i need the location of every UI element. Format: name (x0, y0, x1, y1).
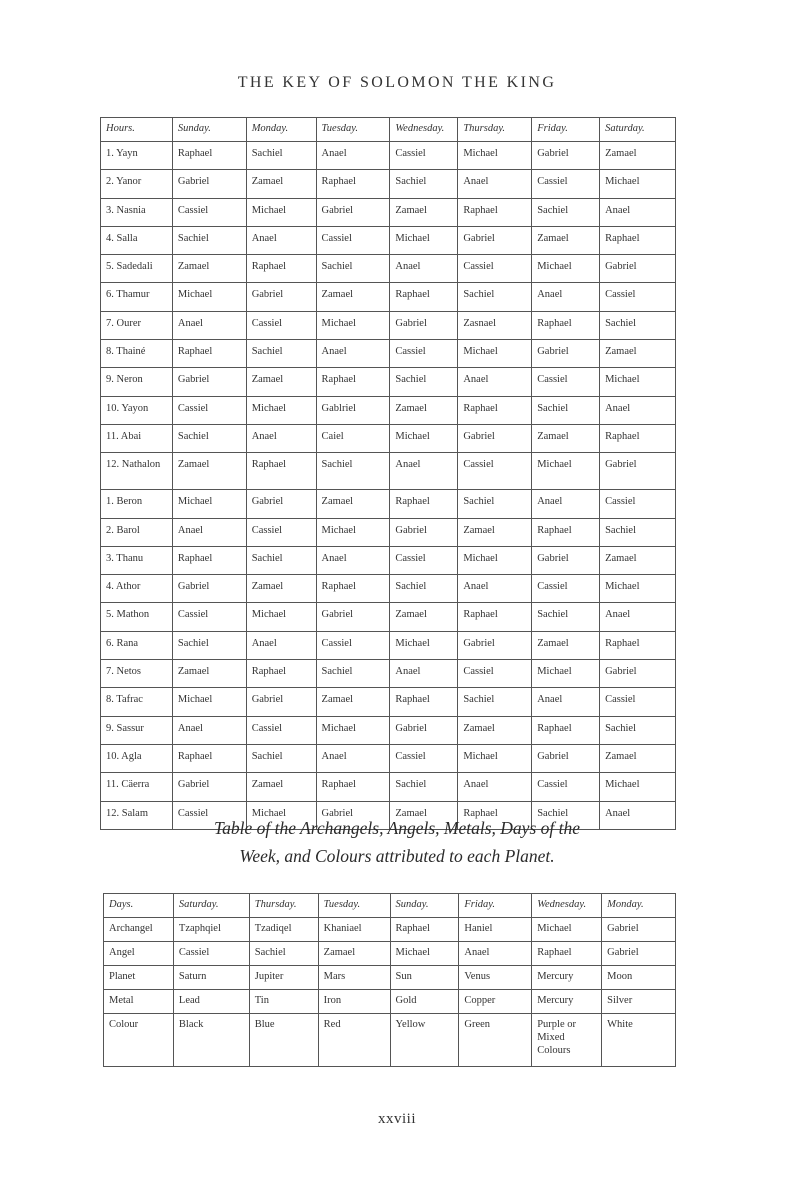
table-cell: Cassiel (532, 773, 600, 801)
table-cell: Raphael (246, 453, 316, 490)
table-row (104, 990, 676, 1014)
table-cell: Zamael (246, 575, 316, 603)
table-row (101, 255, 676, 283)
table-cell: Zamael (390, 396, 458, 424)
table-cell: Cassiel (390, 340, 458, 368)
table-cell: Cassiel (172, 198, 246, 226)
row-label-cell: Angel (104, 942, 174, 966)
table-cell: Sachiel (246, 744, 316, 772)
table-cell: Michael (390, 424, 458, 452)
table-row (101, 368, 676, 396)
table-row (101, 744, 676, 772)
table-cell: Anael (600, 198, 676, 226)
table-cell: Raphael (532, 716, 600, 744)
table-cell: Zamael (600, 546, 676, 574)
column-header: Sunday. (172, 118, 246, 142)
table-cell: Anael (532, 283, 600, 311)
table-cell: Raphael (316, 170, 390, 198)
table-cell: Anael (316, 340, 390, 368)
row-label-cell: 10. Yayon (101, 396, 173, 424)
table-cell: Anael (390, 453, 458, 490)
header-row (104, 894, 676, 918)
table-cell: Gabriel (316, 801, 390, 829)
table-cell: Gabriel (172, 368, 246, 396)
table-cell: Sachiel (458, 688, 532, 716)
table-cell: Gabriel (458, 631, 532, 659)
planetary-hours-table (100, 117, 676, 830)
table-cell: Cassiel (173, 942, 249, 966)
planet-attributions-table (103, 893, 676, 1067)
table-cell: Zamael (458, 518, 532, 546)
row-label-cell: 1. Beron (101, 490, 173, 518)
table-cell: Anael (390, 255, 458, 283)
table-cell: Cassiel (316, 631, 390, 659)
table-cell: Raphael (390, 490, 458, 518)
table-cell: Black (173, 1014, 249, 1067)
table-cell: Sachiel (600, 518, 676, 546)
table-cell: Gabriel (316, 603, 390, 631)
table-cell: Cassiel (458, 660, 532, 688)
row-label-cell: 4. Salla (101, 226, 173, 254)
table-cell: Zamael (600, 744, 676, 772)
table-cell: Sachiel (172, 424, 246, 452)
table-cell: Gabriel (602, 942, 676, 966)
table-cell: Gabriel (390, 716, 458, 744)
table-cell: Raphael (458, 396, 532, 424)
table-row (101, 716, 676, 744)
table-cell: Iron (318, 990, 390, 1014)
table-cell: Gabriel (458, 226, 532, 254)
table-cell: Saturn (173, 966, 249, 990)
row-label-cell: 11. Abai (101, 424, 173, 452)
table-cell: Cassiel (600, 283, 676, 311)
table-cell: Anael (600, 603, 676, 631)
table-cell: Moon (602, 966, 676, 990)
table-row (104, 966, 676, 990)
table-cell: Anael (600, 801, 676, 829)
row-label-cell: 9. Sassur (101, 716, 173, 744)
row-label-cell: 8. Tafrac (101, 688, 173, 716)
table-cell: Michael (246, 801, 316, 829)
table-cell: Sachiel (246, 142, 316, 170)
table-cell: Gabriel (390, 311, 458, 339)
table-cell: Cassiel (532, 575, 600, 603)
table-cell: Sachiel (172, 631, 246, 659)
row-label-cell: 6. Rana (101, 631, 173, 659)
table-cell: Mercury (532, 990, 602, 1014)
column-header: Monday. (246, 118, 316, 142)
table-cell: Khaniael (318, 918, 390, 942)
table-row (101, 142, 676, 170)
row-label-cell: 4. Athor (101, 575, 173, 603)
table-cell: Gabriel (600, 660, 676, 688)
table-cell: Raphael (458, 198, 532, 226)
table-cell: Raphael (532, 311, 600, 339)
column-header: Wednesday. (532, 894, 602, 918)
table-cell: Raphael (532, 518, 600, 546)
table-cell: Gold (390, 990, 459, 1014)
table-cell: Michael (532, 453, 600, 490)
table-cell: Raphael (600, 424, 676, 452)
table-cell: Raphael (172, 546, 246, 574)
row-label-cell: 2. Barol (101, 518, 173, 546)
table-cell: Copper (459, 990, 532, 1014)
table-cell: Sachiel (390, 773, 458, 801)
table-cell: Cassiel (458, 255, 532, 283)
column-header: Tuesday. (318, 894, 390, 918)
table-cell: Cassiel (246, 716, 316, 744)
row-label-cell: 8. Thainé (101, 340, 173, 368)
table-cell: Zamael (390, 198, 458, 226)
column-header: Tuesday. (316, 118, 390, 142)
table-cell: Sachiel (249, 942, 318, 966)
table-cell: Sachiel (532, 603, 600, 631)
table-cell: Anael (458, 170, 532, 198)
table-cell: Anael (172, 716, 246, 744)
table-cell: Zamael (316, 283, 390, 311)
table-cell: Michael (532, 255, 600, 283)
table-row (101, 453, 676, 490)
table-cell: Michael (600, 575, 676, 603)
table-cell: Michael (600, 368, 676, 396)
table-cell: Zamael (246, 170, 316, 198)
table-cell: Anael (459, 942, 532, 966)
table-row (101, 396, 676, 424)
table-row (101, 575, 676, 603)
table-cell: Zamael (532, 226, 600, 254)
table-row (101, 688, 676, 716)
table-cell: Sachiel (458, 283, 532, 311)
row-label-cell: 9. Neron (101, 368, 173, 396)
table-cell: Zamael (172, 453, 246, 490)
table-cell: Raphael (172, 744, 246, 772)
table-cell: Gabriel (600, 255, 676, 283)
table-cell: Cassiel (390, 546, 458, 574)
table-cell: Michael (458, 142, 532, 170)
table-cell: Zamael (172, 660, 246, 688)
column-header: Friday. (459, 894, 532, 918)
table-cell: Michael (458, 340, 532, 368)
table-cell: Zamael (532, 631, 600, 659)
table-cell: Cassiel (600, 688, 676, 716)
table-cell: Michael (458, 744, 532, 772)
table-row (101, 340, 676, 368)
table-cell: Purple or Mixed Colours (532, 1014, 602, 1067)
table-cell: Michael (246, 198, 316, 226)
table-cell: Gablriel (316, 396, 390, 424)
table-cell: Michael (316, 311, 390, 339)
table-cell: Michael (316, 716, 390, 744)
table-cell: Sachiel (316, 660, 390, 688)
table-cell: Raphael (390, 688, 458, 716)
table-row (101, 660, 676, 688)
table-cell: Michael (316, 518, 390, 546)
table-cell: Sachiel (390, 575, 458, 603)
table-cell: Michael (172, 490, 246, 518)
row-label-cell: 5. Mathon (101, 603, 173, 631)
table-cell: Michael (172, 283, 246, 311)
table-cell: Michael (600, 773, 676, 801)
table-row (104, 942, 676, 966)
table-cell: Silver (602, 990, 676, 1014)
table-cell: Sachiel (316, 453, 390, 490)
table-cell: Lead (173, 990, 249, 1014)
table-row (101, 490, 676, 518)
row-label-cell: 7. Ourer (101, 311, 173, 339)
table-cell: Zamael (600, 142, 676, 170)
table-cell: Sachiel (458, 490, 532, 518)
table-cell: Anael (172, 518, 246, 546)
table-cell: Sachiel (532, 801, 600, 829)
table-row (104, 1014, 676, 1067)
table-cell: Anael (532, 490, 600, 518)
row-label-cell: Planet (104, 966, 174, 990)
table-cell: Zasnael (458, 311, 532, 339)
table-row (101, 631, 676, 659)
table-cell: Raphael (600, 226, 676, 254)
table-cell: Raphael (532, 942, 602, 966)
table-cell: Gabriel (532, 142, 600, 170)
table-cell: Michael (458, 546, 532, 574)
table-cell: Cassiel (600, 490, 676, 518)
table-cell: Gabriel (172, 773, 246, 801)
table-cell: Gabriel (458, 424, 532, 452)
table-cell: Caiel (316, 424, 390, 452)
table-cell: Zamael (316, 688, 390, 716)
table-cell: Raphael (458, 603, 532, 631)
table-cell: Anael (246, 226, 316, 254)
table-cell: Sun (390, 966, 459, 990)
row-label-cell: Archangel (104, 918, 174, 942)
table-cell: Cassiel (532, 368, 600, 396)
table-cell: Cassiel (246, 518, 316, 546)
table-cell: Zamael (246, 773, 316, 801)
table-cell: Cassiel (246, 311, 316, 339)
table-cell: Tzaphqiel (173, 918, 249, 942)
table-cell: Tin (249, 990, 318, 1014)
table-row (101, 424, 676, 452)
row-label-cell: 3. Nasnia (101, 198, 173, 226)
column-header: Thursday. (249, 894, 318, 918)
running-head: THE KEY OF SOLOMON THE KING (237, 74, 557, 91)
table-cell: Gabriel (602, 918, 676, 942)
table-row (101, 198, 676, 226)
table-cell: Raphael (246, 660, 316, 688)
table-cell: Sachiel (390, 368, 458, 396)
row-label-cell: Colour (104, 1014, 174, 1067)
header-row (101, 118, 676, 142)
table-cell: Cassiel (390, 142, 458, 170)
table-row (101, 603, 676, 631)
table-cell: Michael (390, 631, 458, 659)
table-cell: Gabriel (532, 744, 600, 772)
row-label-cell: 5. Sadedali (101, 255, 173, 283)
table-cell: Tzadiqel (249, 918, 318, 942)
table-row (104, 918, 676, 942)
table-cell: Zamael (458, 716, 532, 744)
table-row (101, 226, 676, 254)
table-cell: Zamael (390, 801, 458, 829)
table-cell: Mars (318, 966, 390, 990)
table-cell: Anael (246, 424, 316, 452)
table-cell: Cassiel (390, 744, 458, 772)
table-cell: Raphael (390, 918, 459, 942)
row-label-cell: 11. Cäerra (101, 773, 173, 801)
column-header: Hours. (101, 118, 173, 142)
table-cell: Cassiel (172, 603, 246, 631)
column-header: Monday. (602, 894, 676, 918)
table-cell: Sachiel (246, 340, 316, 368)
row-label-cell: 10. Agla (101, 744, 173, 772)
table-cell: Raphael (458, 801, 532, 829)
column-header: Wednesday. (390, 118, 458, 142)
table-cell: Venus (459, 966, 532, 990)
table-cell: Anael (246, 631, 316, 659)
table-cell: Anael (316, 744, 390, 772)
table-cell: Gabriel (390, 518, 458, 546)
column-header: Days. (104, 894, 174, 918)
table-row (101, 283, 676, 311)
table-cell: Gabriel (316, 198, 390, 226)
table-cell: Sachiel (172, 226, 246, 254)
table-cell: Michael (246, 396, 316, 424)
caption-line: Week, and Colours attributed to each Planet. (239, 846, 555, 866)
table-cell: Michael (532, 660, 600, 688)
table-cell: Anael (458, 575, 532, 603)
row-label-cell: 12. Salam (101, 801, 173, 829)
column-header: Thursday. (458, 118, 532, 142)
table-cell: Blue (249, 1014, 318, 1067)
table-cell: Sachiel (246, 546, 316, 574)
table-cell: Zamael (316, 490, 390, 518)
table-row (101, 773, 676, 801)
table-row (101, 546, 676, 574)
table-cell: Sachiel (390, 170, 458, 198)
table-cell: Michael (390, 226, 458, 254)
table-cell: Sachiel (600, 716, 676, 744)
table-cell: Sachiel (316, 255, 390, 283)
table-cell: Cassiel (172, 396, 246, 424)
table-cell: Raphael (172, 340, 246, 368)
table-row (101, 311, 676, 339)
table-cell: Gabriel (246, 490, 316, 518)
table-cell: Michael (172, 688, 246, 716)
table-cell: Anael (532, 688, 600, 716)
table-cell: Sachiel (532, 396, 600, 424)
table-cell: Gabriel (246, 283, 316, 311)
table-cell: Anael (316, 142, 390, 170)
table-cell: Anael (458, 773, 532, 801)
table-cell: Michael (390, 942, 459, 966)
page-number: xxviii (377, 1111, 416, 1127)
table-cell: Raphael (172, 142, 246, 170)
row-label-cell: 6. Thamur (101, 283, 173, 311)
table-cell: Anael (458, 368, 532, 396)
table-cell: Zamael (318, 942, 390, 966)
table-cell: Michael (532, 918, 602, 942)
table-cell: Cassiel (172, 801, 246, 829)
table-cell: Gabriel (600, 453, 676, 490)
table-cell: Gabriel (246, 688, 316, 716)
table-cell: Gabriel (532, 340, 600, 368)
table-cell: Green (459, 1014, 532, 1067)
column-header: Friday. (532, 118, 600, 142)
table-cell: Sachiel (600, 311, 676, 339)
row-label-cell: 7. Netos (101, 660, 173, 688)
row-label-cell: 12. Nathalon (101, 453, 173, 490)
table-cell: Zamael (600, 340, 676, 368)
table-cell: Raphael (316, 773, 390, 801)
table-row (101, 170, 676, 198)
table-cell: Michael (246, 603, 316, 631)
table-cell: Anael (390, 660, 458, 688)
table-cell: Haniel (459, 918, 532, 942)
table-caption (0, 814, 794, 870)
table-cell: Jupiter (249, 966, 318, 990)
caption-line: Table of the Archangels, Angels, Metals, Days of the (213, 818, 580, 838)
table-cell: Zamael (246, 368, 316, 396)
column-header: Sunday. (390, 894, 459, 918)
table-cell: Gabriel (532, 546, 600, 574)
table-cell: Sachiel (532, 198, 600, 226)
table-cell: White (602, 1014, 676, 1067)
table-cell: Zamael (172, 255, 246, 283)
table-cell: Zamael (390, 603, 458, 631)
table-cell: Zamael (532, 424, 600, 452)
table-cell: Raphael (316, 575, 390, 603)
column-header: Saturday. (600, 118, 676, 142)
row-label-cell: 3. Thanu (101, 546, 173, 574)
table-cell: Cassiel (458, 453, 532, 490)
row-label-cell: 2. Yanor (101, 170, 173, 198)
table-cell: Anael (600, 396, 676, 424)
table-cell: Michael (600, 170, 676, 198)
table-cell: Cassiel (316, 226, 390, 254)
table-row (101, 518, 676, 546)
table-cell: Cassiel (532, 170, 600, 198)
table-cell: Raphael (390, 283, 458, 311)
table-cell: Mercury (532, 966, 602, 990)
table-cell: Red (318, 1014, 390, 1067)
table-cell: Raphael (316, 368, 390, 396)
row-label-cell: Metal (104, 990, 174, 1014)
table-cell: Raphael (246, 255, 316, 283)
table-cell: Anael (172, 311, 246, 339)
table-cell: Gabriel (172, 575, 246, 603)
table-cell: Raphael (600, 631, 676, 659)
table-cell: Anael (316, 546, 390, 574)
table-cell: Gabriel (172, 170, 246, 198)
column-header: Saturday. (173, 894, 249, 918)
row-label-cell: 1. Yayn (101, 142, 173, 170)
table-cell: Yellow (390, 1014, 459, 1067)
